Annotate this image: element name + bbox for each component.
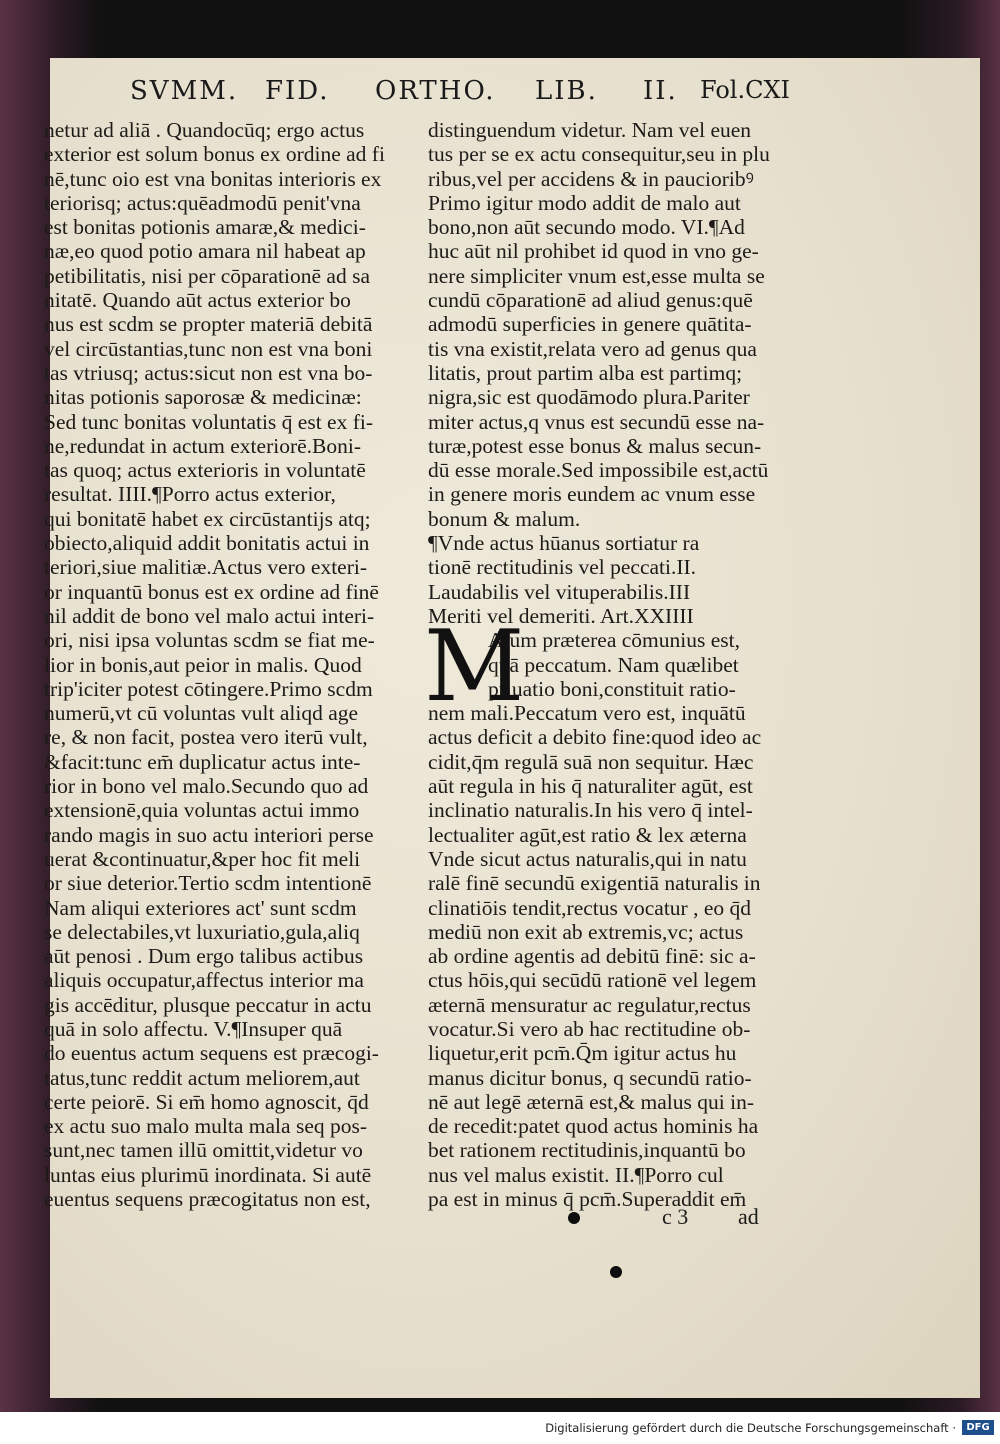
text-line: Nam aliqui exteriores act' sunt scdm [44,895,357,920]
ink-dot [610,1266,622,1278]
text-line: quā peccatum. Nam quælibet [488,652,739,677]
text-line: huc aūt nil prohibet id quod in vno ge- [428,239,759,264]
text-line: teriorisq; actus:quēadmodū penit'vna [44,190,361,215]
text-line: or inquantū bonus est ex ordine ad finē [44,579,379,604]
left-text-column [44,118,422,1211]
text-line: re, & non facit, postea vero iterū vult, [44,725,368,750]
right-column-opening [428,118,826,531]
folio-number: Fol.CXI [700,76,791,104]
text-line: ralē finē secundū exigentiā naturalis in [428,871,761,896]
dfg-logo: DFG [962,1420,994,1435]
right-text-column [424,118,826,1212]
text-line: tis vna existit,relata vero ad genus qua [428,336,757,361]
text-line: tas quoq; actus exterioris in voluntatē [44,458,366,483]
text-line: ribus,vel per accidens & in paucioribꝰ [428,166,754,191]
text-line: tatus,tunc reddit actum meliorem,aut [44,1065,360,1090]
text-line: extensionē,quia voluntas actui immo [44,798,360,823]
text-line: do euentus actum sequens est præcogi- [44,1041,379,1066]
text-line: qui bonitatē habet ex circūstantijs atq; [44,506,371,531]
text-line: ¶Vnde actus hūanus sortiatur ra [428,531,700,556]
ink-dot [568,1212,580,1224]
text-line: inclinatio naturalis.In his vero q̄ intel- [428,798,753,823]
text-line: resultat. IIII.¶Porro actus exterior, [44,482,336,507]
text-line: Primo igitur modo addit de malo aut [428,190,741,215]
text-line: uerat &continuatur,&per hoc fit meli [44,846,361,871]
text-line: ori, nisi ipsa voluntas scdm se fiat me- [44,628,375,653]
text-line: nitas potionis saporosæ & medicinæ: [44,385,362,410]
text-line: aūt penosi . Dum ergo talibus actibus [44,944,364,969]
text-line: bonum & malum. [428,506,581,531]
running-head-part: FID. [265,76,330,106]
text-line: priuatio boni,constituit ratio- [488,676,736,701]
text-line: luntas eius plurimū inordinata. Si autē [44,1162,372,1187]
text-line: lior in bonis,aut peior in malis. Quod [44,652,362,677]
text-line: Sed tunc bonitas voluntatis q̄ est ex fi- [44,409,374,434]
text-line: nē aut legē æternā est,& malus qui in- [428,1089,754,1114]
text-line: numerū,vt cū voluntas vult aliqd age [44,701,359,726]
text-line: obiecto,aliquid addit bonitatis actui in [44,531,370,556]
text-line: nus vel malus existit. II.¶Porro cul [428,1162,724,1187]
running-head [130,76,970,116]
text-line: Alum præterea cōmunius est, [488,628,740,653]
running-head-part: SVMM. [130,76,239,106]
text-line: sunt,nec tamen illū omittit,videtur vo [44,1138,363,1163]
text-line: pa est in minus q̄ pcm̄.Superaddit em̄ [428,1187,747,1212]
text-line: bono,non aūt secundo modo. VI.¶Ad [428,215,745,240]
text-line: næ,eo quod potio amara nil habeat ap [44,239,366,264]
text-line: æternā mensuratur ac regulatur,rectus [428,992,751,1017]
text-line: actus deficit a debito fine:quod ideo ac [428,725,762,750]
book-page [44,58,980,1398]
text-line: certe peiorē. Si em̄ homo agnoscit, q̄d [44,1089,369,1114]
right-column-continuation [428,701,826,1211]
text-line: litatis, prout partim alba est partimq; [428,360,743,385]
text-line: nitatē. Quando aūt actus exterior bo [44,288,351,313]
text-line: nem mali.Peccatum vero est, inquātū [428,701,746,726]
text-line: aūt regula in his q̄ naturaliter agūt, est [428,774,753,799]
text-line: ctus hōis,qui secūdū rationē vel legem [428,968,757,993]
text-line: nil addit de bono vel malo actui interi- [44,603,375,628]
text-line: petibilitatis, nisi per cōparationē ad sa [44,263,370,288]
text-line: miter actus,q vnus est secundū esse na- [428,409,765,434]
text-line: nigra,sic est quodāmodo plura.Pariter [428,385,750,410]
text-line: Meriti vel demeriti. Art.XXIIII [428,603,694,628]
text-line: se delectabiles,vt luxuriatio,gula,aliq [44,919,360,944]
text-line: manus dicitur bonus, q secundū ratio- [428,1065,752,1090]
text-line: vel circūstantias,tunc non est vna boni [44,336,373,361]
catchword: ad [738,1204,759,1229]
text-line: ex actu suo malo multa mala seq pos- [44,1114,368,1139]
text-line: rando magis in suo actu interiori perse [44,822,374,847]
text-line: distinguendum videtur. Nam vel euen [428,118,752,142]
text-line: Laudabilis vel vituperabilis.III [428,579,691,604]
text-line: est bonitas potionis amaræ,& medici- [44,215,366,240]
text-line: nus est scdm se propter materiā debitā [44,312,373,337]
text-line: teriori,siue malitiæ.Actus vero exteri- [44,555,368,580]
text-line: netur ad aliā . Quandocūq; ergo actus [44,118,365,142]
text-line: Vnde sicut actus naturalis,qui in natu [428,846,747,871]
text-line: cundū cōparationē ad aliud genus:quē [428,288,753,313]
text-line: ne,redundat in actum exteriorē.Boni- [44,433,362,458]
running-head-part: LIB. [535,76,598,106]
text-line: vocatur.Si vero ab hac rectitudine ob- [428,1016,751,1041]
text-line: gis accēditur, plusque peccatur in actu [44,992,372,1017]
running-head-part: II. [643,76,678,106]
text-line: rior in bono vel malo.Secundo quo ad [44,774,369,799]
text-line: clinatiōis tendit,rectus vocatur , eo q̄d [428,895,752,920]
text-line: trip'iciter potest cōtingere.Primo scdm [44,676,373,701]
text-line: dū esse morale.Sed impossibile est,actū [428,458,769,483]
text-line: or siue deterior.Tertio scdm intentionē [44,871,372,896]
text-line: de recedit:patet quod actus hominis ha [428,1114,759,1139]
running-head-part: ORTHO. [375,76,496,106]
text-line: mediū non exit ab extremis,vc; actus [428,919,744,944]
text-line: nē,tunc oio est vna bonitas interioris ex [44,166,382,191]
text-line: exterior est solum bonus ex ordine ad fi [44,142,385,167]
text-line: liquetur,erit pcm̄.Q̄m igitur actus hu [428,1041,737,1066]
text-line: aliquis occupatur,affectus interior ma [44,968,364,993]
text-line: tas vtriusq; actus:sicut non est vna bo- [44,360,373,385]
text-line: nere simpliciter vnum est,esse multa se [428,263,765,288]
text-line: euentus sequens præcogitatus non est, [44,1187,371,1212]
digitization-footer [0,1412,1000,1444]
text-line: admodū superficies in genere quātita- [428,312,752,337]
text-line: tus per se ex actu consequitur,seu in plu [428,142,770,167]
funding-credit: Digitalisierung gefördert durch die Deutsche Forschungsgemeinschaft · [545,1421,956,1435]
text-line: tionē rectitudinis vel peccati.II. [428,555,697,580]
text-line: quā in solo affectu. V.¶Insuper quā [44,1016,343,1041]
text-line: bet rationem rectitudinis,inquantū bo [428,1138,746,1163]
text-line: in genere moris eundem ac vnum esse [428,482,756,507]
signature-mark: c 3 [662,1204,689,1229]
dropcap-initial: M [424,610,525,725]
text-line: turæ,potest esse bonus & malus secun- [428,433,762,458]
text-line: cidit,q̄m regulā suā non sequitur. Hæc [428,749,754,774]
text-line: &facit:tunc em̄ duplicatur actus inte- [44,749,361,774]
text-line: ab ordine agentis ad debitū finē: sic a- [428,944,756,969]
text-line: lectualiter agūt,est ratio & lex æterna [428,822,747,847]
